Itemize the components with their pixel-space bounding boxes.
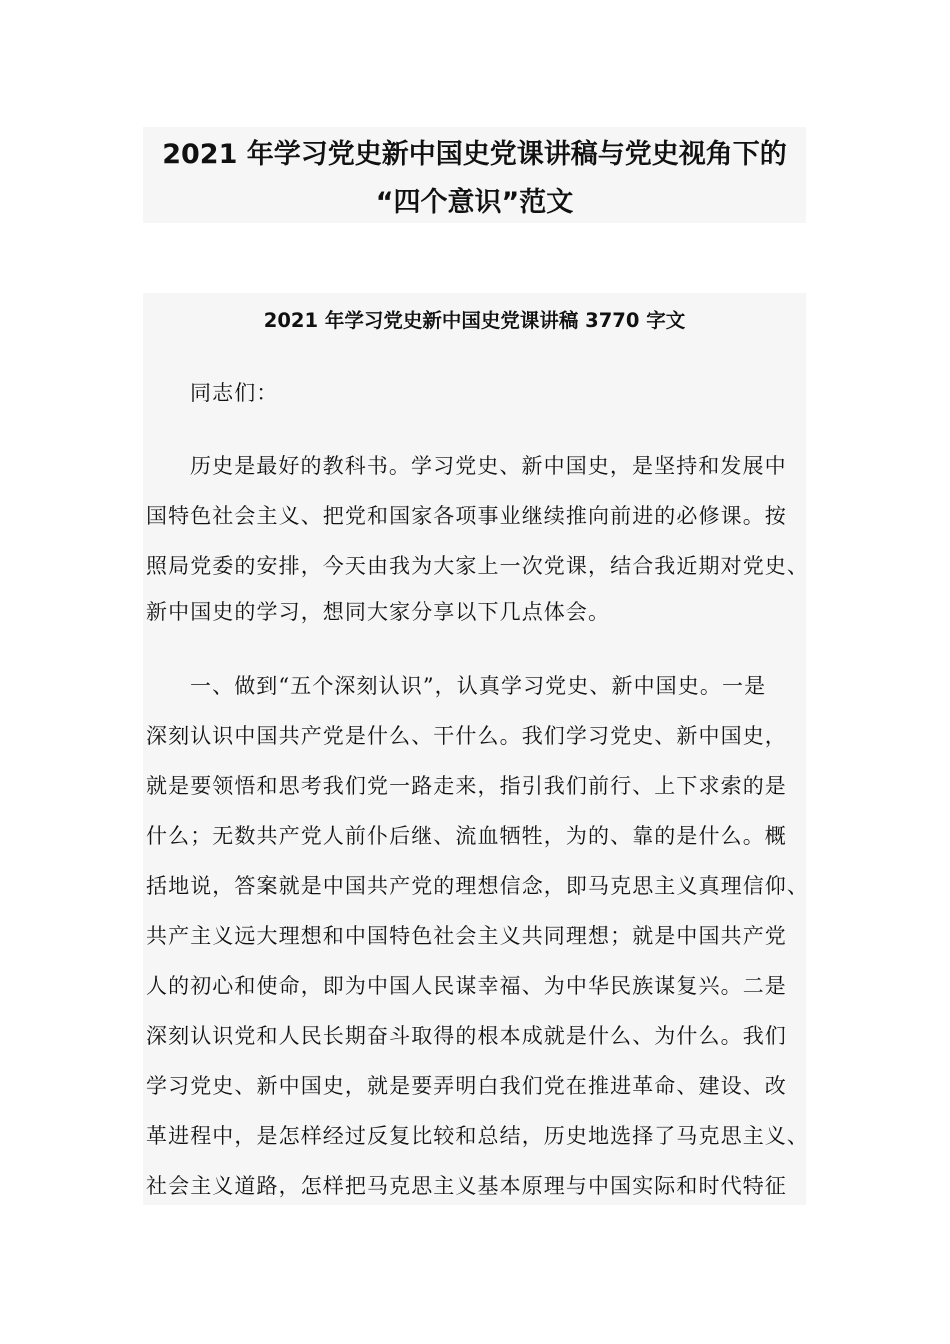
section-subtitle: 2021 年学习党史新中国史党课讲稿 3770 字文 — [263, 309, 686, 332]
paragraph-2-line: 深刻认识党和人民长期奋斗取得的根本成就是什么、为什么。我们 — [146, 1024, 787, 1048]
paragraph-2-line: 学习党史、新中国史，就是要弄明白我们党在推进革命、建设、改 — [146, 1074, 787, 1098]
paragraph-2-line: 人的初心和使命，即为中国人民谋幸福、为中华民族谋复兴。二是 — [146, 974, 787, 998]
paragraph-2-line: 革进程中，是怎样经过反复比较和总结，历史地选择了马克思主义、 — [146, 1124, 809, 1148]
title-line-1: 2021 年学习党史新中国史党课讲稿与党史视角下的 — [162, 139, 787, 170]
document-title — [143, 127, 806, 223]
document-body — [143, 293, 809, 1205]
paragraph-1-line: 照局党委的安排，今天由我为大家上一次党课，结合我近期对党史、 — [146, 554, 809, 578]
paragraph-1-line: 新中国史的学习，想同大家分享以下几点体会。 — [146, 600, 611, 624]
paragraph-2-line: 社会主义道路，怎样把马克思主义基本原理与中国实际和时代特征 — [146, 1174, 787, 1198]
title-line-2: “四个意识”范文 — [375, 187, 574, 218]
paragraph-2-line: 一、做到“五个深刻认识”，认真学习党史、新中国史。一是 — [190, 674, 767, 698]
greeting: 同志们： — [190, 381, 279, 405]
paragraph-2-line: 什么；无数共产党人前仆后继、流血牺牲，为的、靠的是什么。概 — [146, 824, 787, 848]
paragraph-2-line: 括地说，答案就是中国共产党的理想信念，即马克思主义真理信仰、 — [146, 874, 809, 898]
paragraph-2-line: 就是要领悟和思考我们党一路走来，指引我们前行、上下求索的是 — [146, 774, 787, 798]
paragraph-2-line: 深刻认识中国共产党是什么、干什么。我们学习党史、新中国史， — [146, 724, 787, 748]
paragraph-1-line: 国特色社会主义、把党和国家各项事业继续推向前进的必修课。按 — [146, 504, 787, 528]
paragraph-1-line: 历史是最好的教科书。学习党史、新中国史，是坚持和发展中 — [190, 454, 787, 478]
paragraph-2-line: 共产主义远大理想和中国特色社会主义共同理想；就是中国共产党 — [146, 924, 787, 948]
